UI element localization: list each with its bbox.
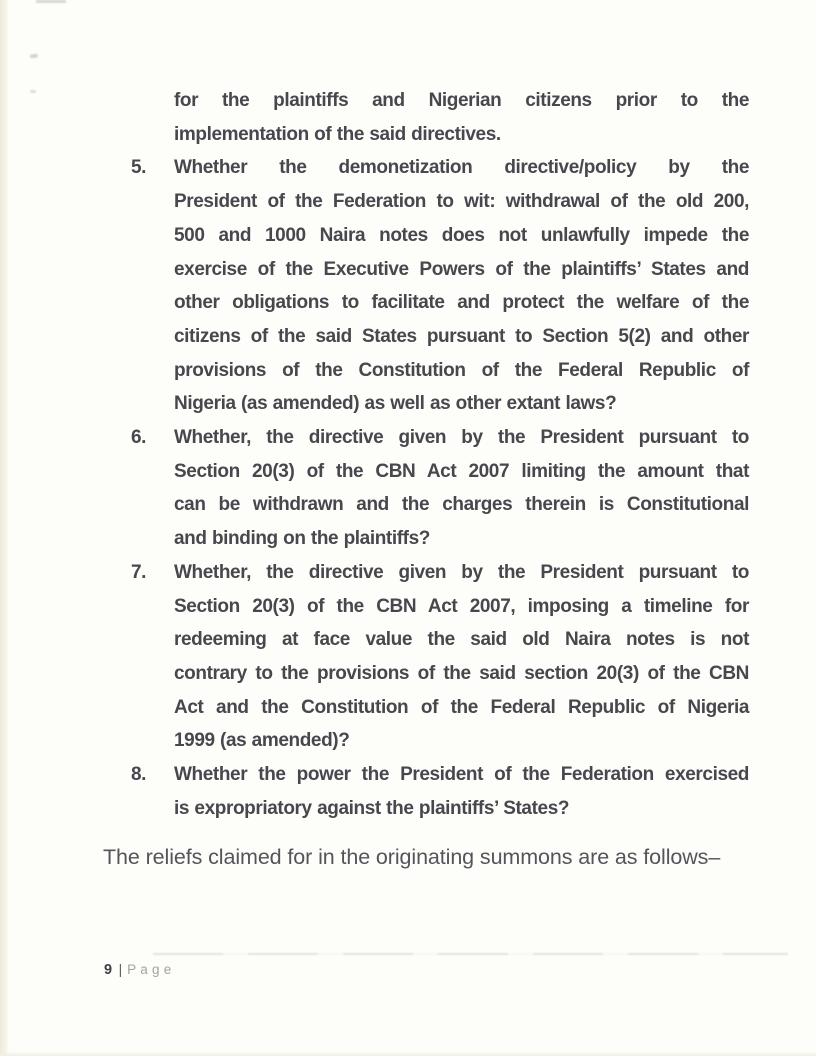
scan-artifact-speck: [30, 90, 36, 93]
text-line: is expropriatory against the plaintiffs’ States?: [174, 797, 570, 819]
list-item-number: 7.: [131, 561, 147, 583]
text-line: can be withdrawn and the charges therein is Constitutional: [174, 494, 749, 516]
text-line: 500 and 1000 Naira notes does not unlawfully impede the: [174, 224, 749, 246]
text-line: Whether the power the President of the Federation exercised: [174, 764, 749, 786]
text-line: redeeming at face value the said old Naira notes is not: [174, 629, 749, 651]
closing-paragraph: The reliefs claimed for in the originating summons are as follows–: [103, 844, 721, 869]
list-item: [131, 151, 749, 421]
text-line: exercise of the Executive Powers of the plaintiffs’ States and: [174, 258, 749, 280]
text-line: for the plaintiffs and Nigerian citizens prior to the: [174, 90, 749, 111]
scan-artifact-speck: [30, 53, 38, 58]
document-body: [103, 84, 749, 871]
page-number: 9: [104, 962, 113, 978]
list-item-number: 8.: [131, 764, 147, 786]
list-item-number: 5.: [131, 157, 147, 179]
text-line: Whether, the directive given by the President pursuant to: [174, 427, 749, 449]
scan-artifact-top-smudge: [36, 0, 66, 3]
scan-artifact-left-edge: [0, 0, 9, 1056]
text-line: contrary to the provisions of the said section 20(3) of the CBN: [174, 662, 749, 684]
intro-continuation-paragraph: [131, 84, 749, 151]
footer-divider-rule: [153, 953, 788, 955]
list-item: [131, 556, 749, 758]
text-line: other obligations to facilitate and protect the welfare of the: [174, 292, 749, 314]
text-line: Section 20(3) of the CBN Act 2007 limiting the amount that: [174, 460, 749, 482]
text-line: Section 20(3) of the CBN Act 2007, imposing a timeline for: [174, 595, 749, 617]
text-line: Whether, the directive given by the President pursuant to: [174, 561, 749, 583]
text-line: Whether the demonetization directive/policy by the: [174, 157, 749, 179]
text-line: provisions of the Constitution of the Federal Republic of: [174, 359, 749, 381]
text-line: implementation of the said directives.: [174, 123, 501, 145]
text-line: Nigeria (as amended) as well as other extant laws?: [174, 393, 617, 415]
list-item-number: 6.: [131, 427, 147, 449]
text-line: 1999 (as amended)?: [174, 730, 350, 752]
list-item: [131, 758, 749, 825]
footer-page-label: Page: [127, 962, 176, 977]
scan-artifact-bottom-edge: [0, 1051, 816, 1056]
list-item: [131, 421, 749, 556]
text-line: Act and the Constitution of the Federal Republic of Nigeria: [174, 696, 749, 718]
numbered-issues-list: [131, 151, 749, 825]
text-line: President of the Federation to wit: withdrawal of the old 200,: [174, 191, 749, 213]
footer-separator: |: [118, 962, 123, 977]
text-line: and binding on the plaintiffs?: [174, 528, 430, 550]
page-footer: [104, 962, 175, 978]
text-line: citizens of the said States pursuant to Section 5(2) and other: [174, 325, 749, 347]
